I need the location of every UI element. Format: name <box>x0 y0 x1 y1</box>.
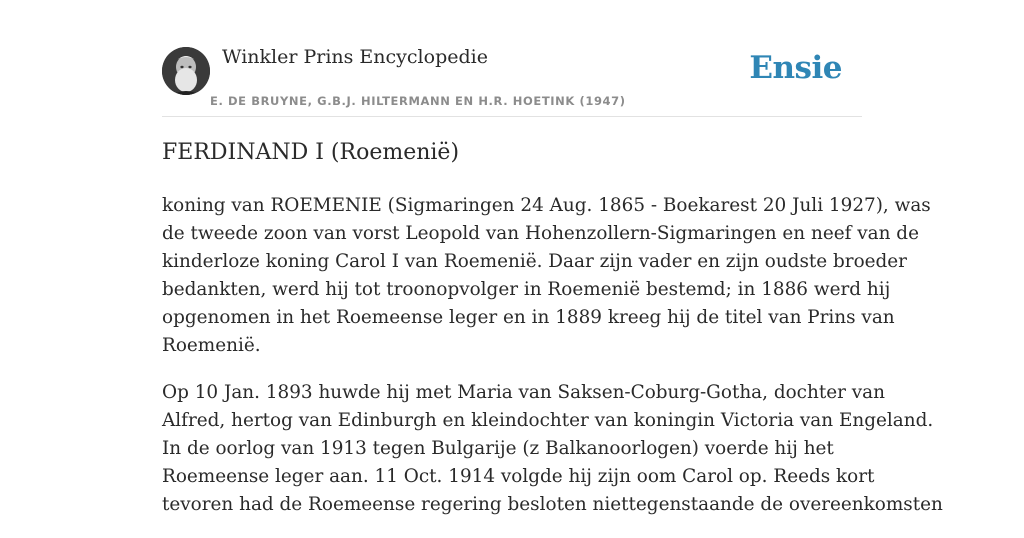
site-name[interactable]: Winkler Prins Encyclopedie <box>222 46 488 68</box>
text-line: bedankten, werd hij tot troonopvolger in Roemenië bestemd; in 1886 werd hij <box>162 279 891 300</box>
text-line: Op 10 Jan. 1893 huwde hij met Maria van Saksen-Coburg-Gotha, dochter van <box>162 382 885 403</box>
paragraph <box>162 379 943 519</box>
page <box>162 0 943 515</box>
author-credits: E. DE BRUYNE, G.B.J. HILTERMANN EN H.R. HOETINK (1947) <box>210 94 626 108</box>
article-title: FERDINAND I (Roemenië) <box>162 140 460 165</box>
brand-logo[interactable]: Ensie <box>749 50 842 86</box>
paragraph <box>162 192 931 360</box>
author-avatar-icon[interactable] <box>162 47 210 95</box>
text-line: tevoren had de Roemeense regering besloten niettegenstaande de overeenkomsten <box>162 494 943 515</box>
text-line: de tweede zoon van vorst Leopold van Hohenzollern-Sigmaringen en neef van de <box>162 223 919 244</box>
text-line: Alfred, hertog van Edinburgh en kleindochter van koningin Victoria van Engeland. <box>162 410 934 431</box>
text-line: kinderloze koning Carol I van Roemenië. Daar zijn vader en zijn oudste broeder <box>162 251 907 272</box>
text-line: In de oorlog van 1913 tegen Bulgarije (z Balkanoorlogen) voerde hij het <box>162 438 834 459</box>
article-body <box>162 192 943 538</box>
text-line: Roemeense leger aan. 11 Oct. 1914 volgde hij zijn oom Carol op. Reeds kort <box>162 466 875 487</box>
text-line: koning van ROEMENIE (Sigmaringen 24 Aug. 1865 - Boekarest 20 Juli 1927), was <box>162 195 931 216</box>
site-header <box>162 0 862 117</box>
text-line: opgenomen in het Roemeense leger en in 1889 kreeg hij de titel van Prins van <box>162 307 895 328</box>
text-line: Roemenië. <box>162 335 261 356</box>
